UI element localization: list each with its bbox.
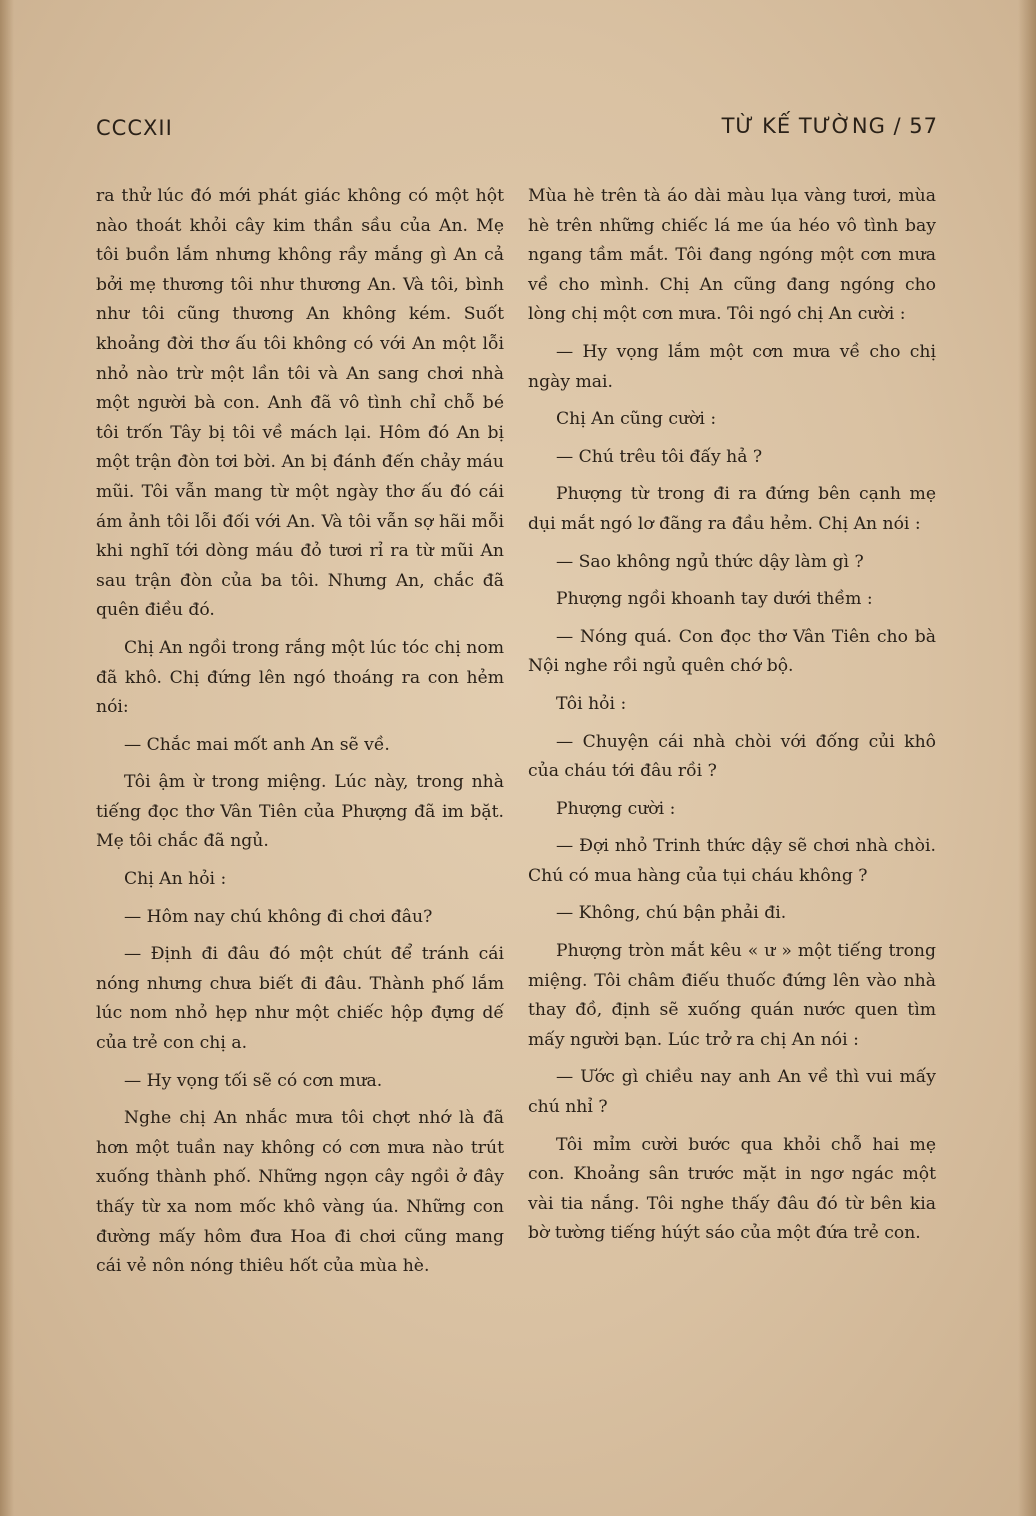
dialogue-line: — Đợi nhỏ Trinh thức dậy sẽ chơi nhà chòi. Chú có mua hàng của tụi cháu không ? [528, 836, 936, 886]
page-edge-shadow-left [0, 0, 14, 1516]
paragraph: ra thử lúc đó mới phát giác không có một hột nào thoát khỏi cây kim thần sầu của An. Mẹ tôi buồn lắm nhưng không rầy mắng gì An cả bởi mẹ thương tôi như thương An. Và tôi, bình như tôi cũng thương An không kém. Suốt khoảng đời thơ ấu tôi không có với An một lỗi nhỏ nào trừ một lần tôi và An sang chơi nhà một người bà con. Anh đã vô tình chỉ chỗ bé tôi trốn Tây bị tôi về mách lại. Hôm đó An bị một trận đòn tơi bời. An bị đánh đến chảy máu mũi. Tôi vẫn mang từ một ngày thơ ấu đó cái ám ảnh tôi lỗi đối với An. Và tôi vẫn sợ hãi mỗi khi nghĩ tới dòng máu đỏ tươi rỉ ra từ mũi An sau trận đòn của ba tôi. Nhưng An, chắc đã quên điều đó. [96, 186, 504, 621]
dialogue-line: — Chuyện cái nhà chòi với đống củi khô của cháu tới đâu rồi ? [528, 731, 936, 782]
dialogue-line: — Ước gì chiều nay anh An về thì vui mấy chú nhỉ ? [528, 1067, 936, 1118]
paragraph: Phượng cười : [556, 798, 676, 819]
paragraph: Chị An cũng cười : [556, 409, 717, 430]
page-edge-shadow-right [1018, 0, 1036, 1516]
paragraph: Chị An ngồi trong rắng một lúc tóc chị nom đã khô. Chị đứng lên ngó thoáng ra con hẻm nói: [96, 637, 504, 718]
paragraph: Phượng từ trong đi ra đứng bên cạnh mẹ dụi mắt ngó lơ đãng ra đầu hẻm. Chị An nói : [528, 484, 936, 534]
dialogue-line: — Chú trêu tôi đấy hả ? [556, 446, 763, 467]
paragraph: Phượng tròn mắt kêu « ư » một tiếng trong miệng. Tôi châm điếu thuốc đứng lên vào nhà thay đồ, định sẽ xuống quán nước quen tìm mấy người bạn. Lúc trở ra chị An nói : [528, 941, 936, 1050]
paragraph: Mùa hè trên tà áo dài màu lụa vàng tươi, mùa hè trên những chiếc lá me úa héo vô tình bay ngang tầm mắt. Tôi đang ngóng một cơn mưa về cho mình. Chị An cũng đang ngóng cho lòng chị một cơn mưa. Tôi ngó chị An cười : [528, 186, 936, 325]
paragraph: Tôi mỉm cười bước qua khỏi chỗ hai mẹ con. Khoảng sân trước mặt in ngơ ngác một vài tia nắng. Tôi nghe thấy đâu đó từ bên kia bờ tường tiếng húýt sáo của một đứa trẻ con. [528, 1134, 936, 1244]
dialogue-line: — Chắc mai mốt anh An sẽ về. [124, 734, 390, 755]
paragraph: Chị An hỏi : [124, 869, 227, 890]
dialogue-line: — Định đi đâu đó một chút để tránh cái nóng nhưng chưa biết đi đâu. Thành phố lắm lúc nom nhỏ hẹp như một chiếc hộp đựng dế của trẻ con chị a. [96, 944, 504, 1054]
page-running-head-left: CCCXII [96, 116, 173, 140]
paragraph: Nghe chị An nhắc mưa tôi chợt nhớ là đã hơn một tuần nay không có cơn mưa nào trút xuống thành phố. Những ngọn cây ngồi ở đây thấy từ xa nom mốc khô vàng úa. Những con đường mấy hôm đưa Hoa đi chơi cũng mang cái vẻ nôn nóng thiêu hốt của mùa hè. [96, 1108, 504, 1277]
text-column-right [528, 182, 936, 1249]
paragraph: Tôi ậm ừ trong miệng. Lúc này, trong nhà tiếng đọc thơ Vân Tiên của Phượng đã im bặt. Mẹ tôi chắc đã ngủ. [96, 772, 504, 852]
paragraph: Phượng ngồi khoanh tay dưới thềm : [556, 589, 873, 610]
dialogue-line: — Hôm nay chú không đi chơi đâu? [124, 906, 433, 927]
dialogue-line: — Hy vọng lắm một cơn mưa về cho chị ngày mai. [528, 341, 936, 392]
dialogue-line: — Hy vọng tối sẽ có cơn mưa. [124, 1070, 383, 1091]
dialogue-line: — Sao không ngủ thức dậy làm gì ? [556, 551, 864, 572]
paragraph: Tôi hỏi : [556, 693, 627, 714]
dialogue-line: — Không, chú bận phải đi. [556, 903, 787, 924]
page-running-head-right: TỪ KẾ TƯỜNG / 57 [721, 114, 938, 138]
text-column-left [96, 182, 504, 1282]
dialogue-line: — Nóng quá. Con đọc thơ Vân Tiên cho bà Nội nghe rồi ngủ quên chớ bộ. [528, 626, 936, 677]
